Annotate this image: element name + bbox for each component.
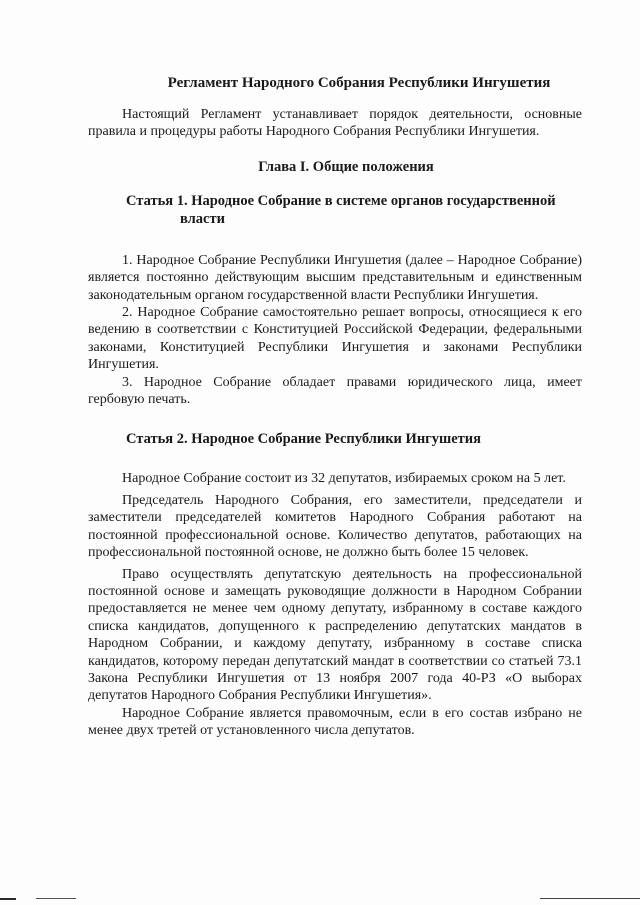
article-1-paragraph-3: 3. Народное Собрание обладает правами юридического лица, имеет гербовую печать. [88, 374, 582, 408]
article-2-paragraph-1: Народное Собрание состоит из 32 депутатов, избираемых сроком на 5 лет. [122, 471, 566, 487]
chapter-1-heading: Глава I. Общие положения [258, 158, 434, 175]
scan-artifact-bottom-left [0, 898, 16, 900]
document-body [88, 74, 582, 740]
article-1-paragraph-2: 2. Народное Собрание самостоятельно решает вопросы, относящиеся к его ведению в соответствии с Конституцией Российской Федерации, федеральными законами, Конституцией Республики Ингушетия и законами Республики Ингушетия. [88, 305, 582, 373]
article-1-heading [88, 192, 582, 228]
article-1-heading-line1: Статья 1. Народное Собрание в системе органов государственной [126, 192, 556, 209]
article-2-paragraph-2: Председатель Народного Собрания, его заместители, председатели и заместители председателей комитетов Народного Собрания работают на постоянной профессиональной основе. Количество депутатов, работающих на профессиональной постоянной основе, не должно быть более 15 человек. [88, 492, 582, 561]
article-2-paragraph-4: Народное Собрание является правомочным, если в его состав избрано не менее двух третей от установленного числа депутатов. [88, 705, 582, 739]
scan-artifact-bottom-right [540, 898, 640, 899]
article-1-paragraph-1: 1. Народное Собрание Республики Ингушетия (далее – Народное Собрание) является постоянно действующим высшим представительным и единственным законодательным органом государственной власти Республики Ингушетия. [88, 252, 582, 303]
article-1-heading-line2: власти [180, 210, 225, 227]
document-title: Регламент Народного Собрания Республики Ингушетия [167, 75, 551, 91]
article-2-paragraph-3: Право осуществлять депутатскую деятельность на профессиональной постоянной основе и замещать руководящие должности в Народном Собрании предоставляется не менее чем одному депутату, избранному в составе каждого списка кандидатов, допущенного к распределению депутатских мандатов в Народном Собрании, и каждому депутату, избранному в составе списка кандидатов, которому передан депутатский мандат в соответствии со статьей 73.1 Закона Республики Ингушетия от 13 ноября 2007 года 40-РЗ «О выборах депутатов Народного Собрания Республики Ингушетия». [88, 566, 582, 704]
intro-paragraph: Настоящий Регламент устанавливает порядок деятельности, основные правила и процедуры работы Народного Собрания Республики Ингушетия. [88, 107, 582, 140]
scan-artifact-bottom-left-2 [36, 898, 76, 899]
article-2-heading: Статья 2. Народное Собрание Республики Ингушетия [126, 431, 482, 448]
